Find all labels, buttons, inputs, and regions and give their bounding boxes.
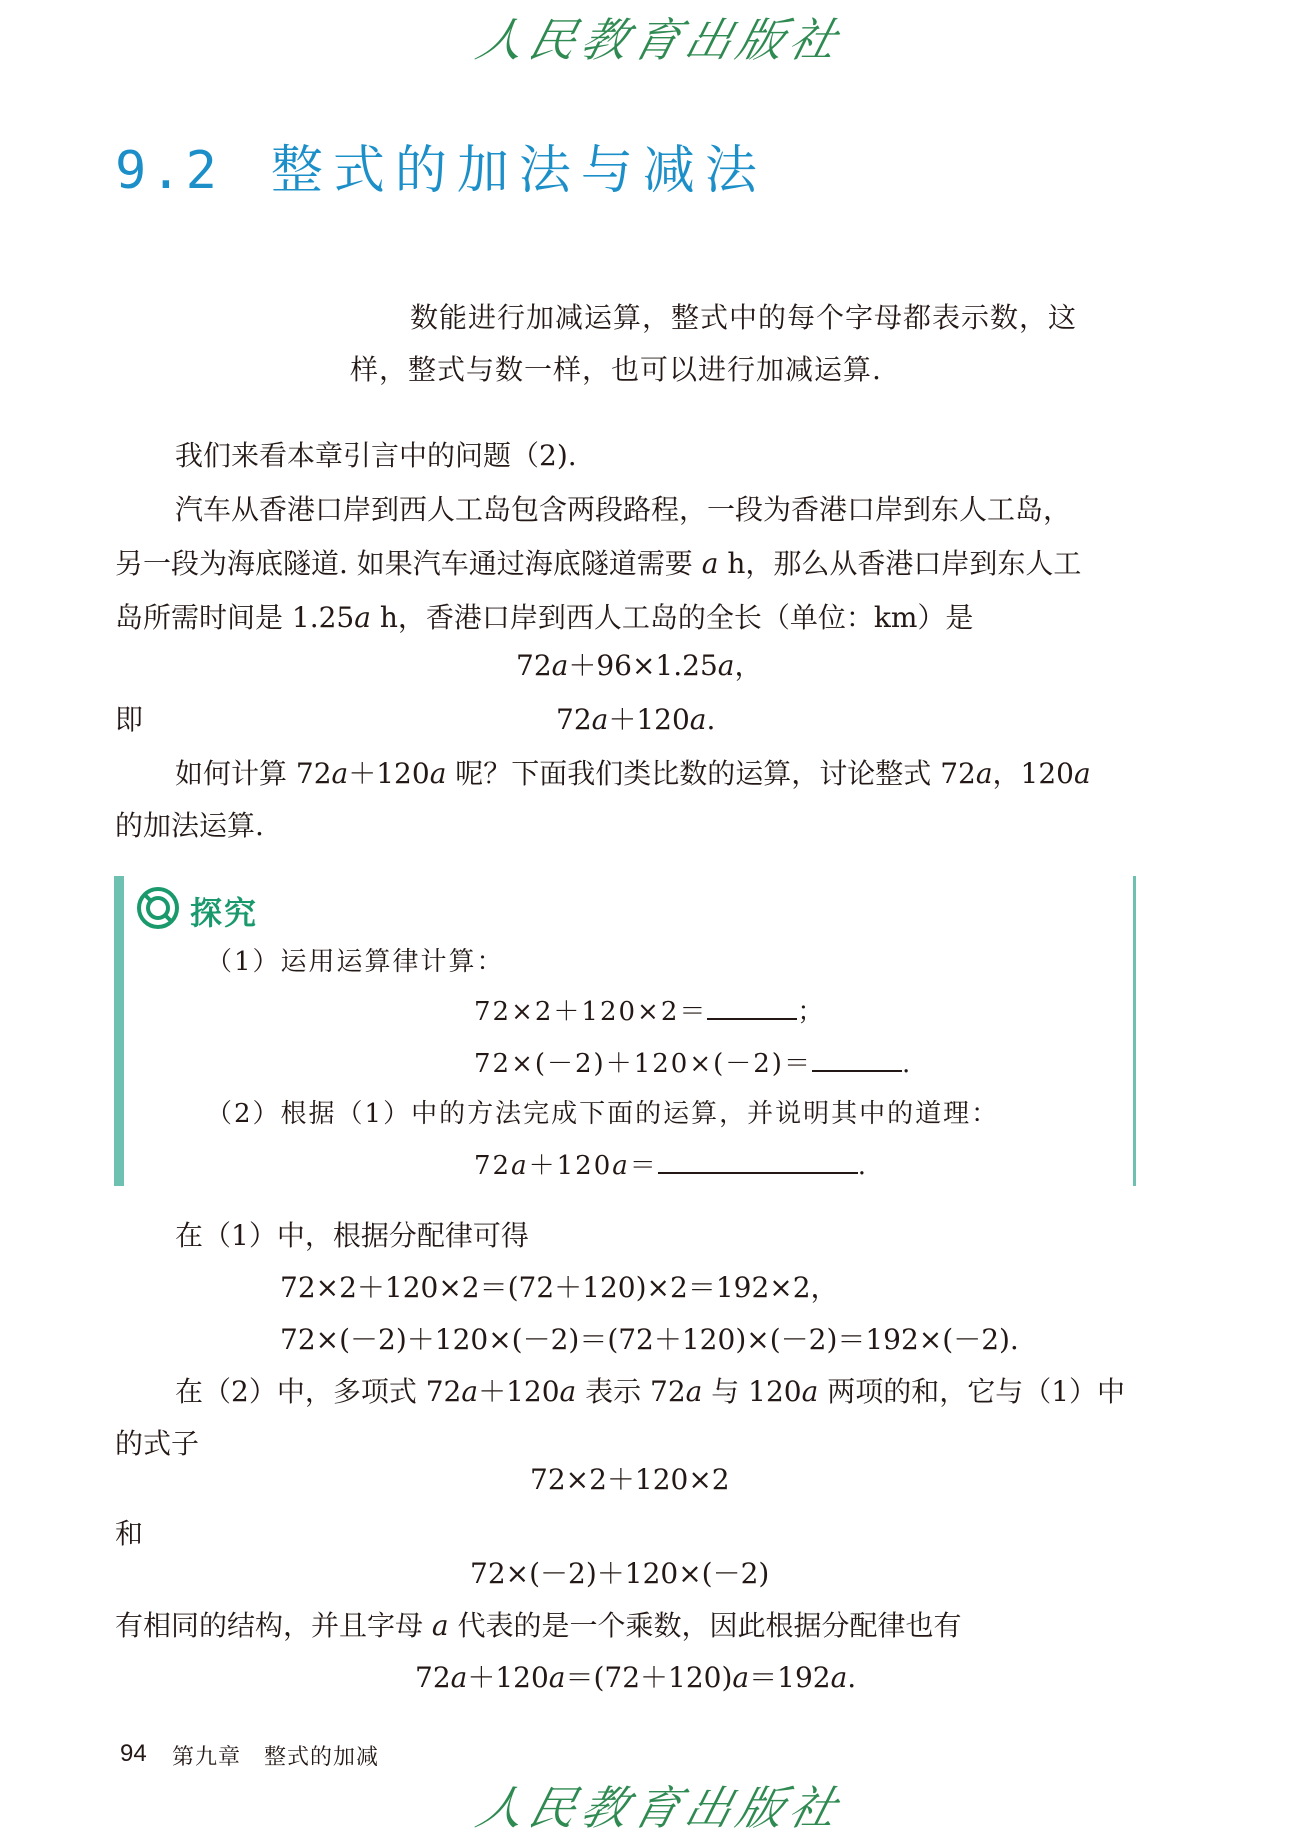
paragraph-line: 和	[115, 1517, 144, 1550]
formula: 72a＋96×1.25a，	[516, 649, 763, 682]
section-heading	[115, 128, 767, 203]
explore-title: 探究	[190, 894, 259, 932]
formula: 72×(－2)＋120×(－2)＝(72＋120)×(－2)＝192×(－2).	[280, 1323, 1019, 1356]
intro-line-2: 样，整式与数一样，也可以进行加减运算.	[350, 353, 882, 386]
paragraph-line: 我们来看本章引言中的问题（2).	[175, 439, 577, 472]
section-title: 整式的加法与减法	[270, 141, 767, 201]
explore-left-bar	[114, 876, 124, 1186]
paragraph-line: 岛所需时间是 1.25a h，香港口岸到西人工岛的全长（单位：km）是	[115, 601, 974, 634]
paragraph-line: 的式子	[115, 1427, 200, 1460]
paragraph-line: 在（1）中，根据分配律可得	[175, 1219, 529, 1252]
explore-question-1: （1）运用运算律计算：	[206, 947, 505, 977]
formula: 72×2＋120×2	[530, 1463, 730, 1496]
formula: 72a＋120a.	[556, 703, 716, 736]
formula: 72×(－2)＋120×(－2)	[470, 1557, 770, 1590]
paragraph-line: 另一段为海底隧道. 如果汽车通过海底隧道需要 a h，那么从香港口岸到东人工	[115, 547, 1082, 580]
paragraph-line: 如何计算 72a＋120a 呢？下面我们类比数的运算，讨论整式 72a，120a	[175, 757, 1091, 790]
paragraph-line: 汽车从香港口岸到西人工岛包含两段路程，一段为香港口岸到东人工岛，	[175, 493, 1072, 526]
paragraph-line: 的加法运算.	[115, 809, 264, 842]
paragraph-line: 有相同的结构，并且字母 a 代表的是一个乘数，因此根据分配律也有	[115, 1609, 962, 1642]
chapter-label: 第九章 整式的加减	[172, 1745, 380, 1770]
explore-question-2: （2）根据（1）中的方法完成下面的运算，并说明其中的道理：	[206, 1099, 1000, 1129]
explore-equation-3: 72a＋120a＝ .	[474, 1146, 868, 1186]
paragraph-line: 在（2）中，多项式 72a＋120a 表示 72a 与 120a 两项的和，它与（1）中	[175, 1375, 1126, 1408]
explore-equation-1: 72×2＋120×2＝ ；	[474, 992, 825, 1032]
formula: 72a＋120a＝(72＋120)a＝192a.	[415, 1661, 857, 1694]
answer-blank[interactable]	[658, 1146, 858, 1174]
answer-blank[interactable]	[812, 1044, 902, 1072]
explore-right-bar	[1133, 876, 1136, 1186]
answer-blank[interactable]	[707, 992, 797, 1020]
section-number: 9.2	[115, 141, 221, 201]
page-number: 94	[120, 1740, 147, 1767]
explore-icon	[136, 886, 180, 930]
intro-line-1: 数能进行加减运算，整式中的每个字母都表示数，这	[410, 301, 1078, 334]
explore-box	[114, 876, 1136, 1186]
publisher-logo-header: 人民教育出版社	[471, 13, 849, 67]
paragraph-line: 即	[115, 703, 144, 736]
formula: 72×2＋120×2＝(72＋120)×2＝192×2，	[280, 1271, 839, 1304]
explore-equation-2: 72×(－2)＋120×(－2)＝ .	[474, 1044, 912, 1084]
publisher-logo-footer: 人民教育出版社	[471, 1781, 849, 1835]
